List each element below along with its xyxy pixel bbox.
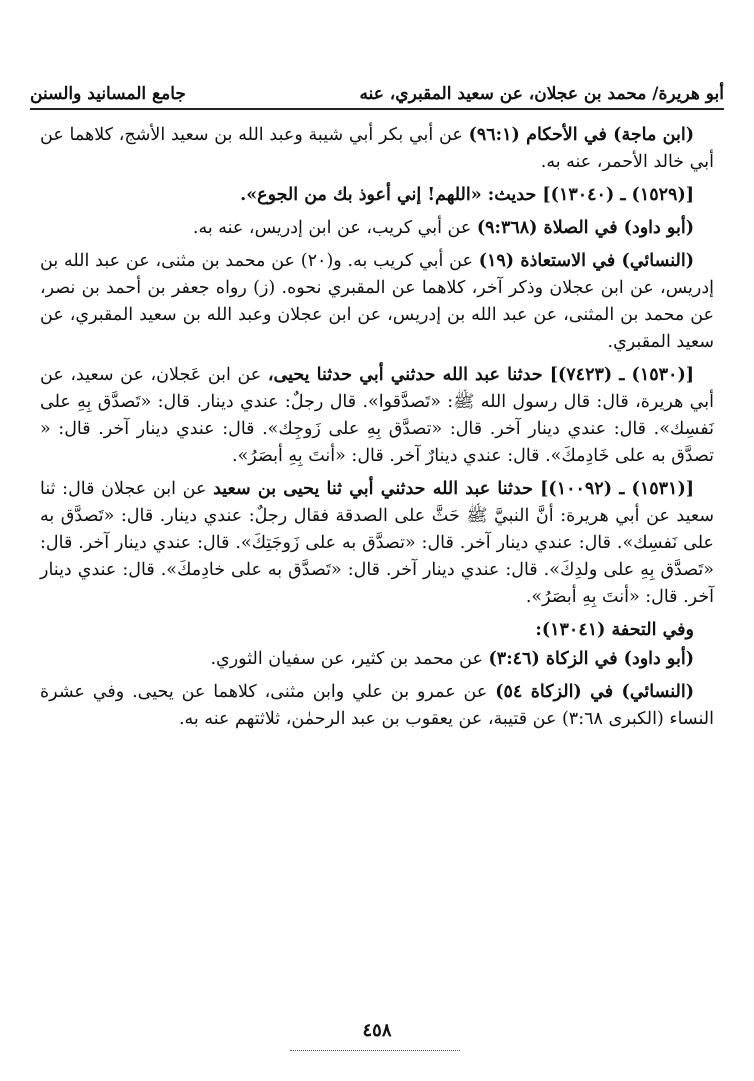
source-citation: (أبو داود) في الصلاة (٩:٣٦٨) <box>476 218 694 238</box>
hadith-text: عن ابن عجلان قال: ثنا سعيد عن أبي هريرة: أنَّ النبيَّ ﷺ حَثَّ على الصدقة فقال رجلٌ: عندي دينار. قال: «تَصدَّق به على نَفسِك». قال: عندي دينار آخر. قال: «تصدَّق به على زَوجَتِكَ». قال: عندي دينار آخر. قال: «تَصدَّق بِهِ على ولدِكَ». قال: عندي دينار آخر. قال: «تَصدَّق به على خادِمكَ». قال: عندي دينار آخر. قال: «أنتَ بِهِ أبصَرُ». <box>40 479 714 607</box>
paragraph-tuhfa <box>40 617 714 644</box>
source-citation: (النسائي) في (الزكاة ٥٤) <box>495 682 694 702</box>
paragraph-ibn-majah <box>40 122 714 176</box>
source-citation: (النسائي) في الاستعاذة (١٩) <box>478 251 694 271</box>
paragraph-text: وفي التحفة (١٣٠٤١): <box>535 620 694 640</box>
source-citation: (ابن ماجة) في الأحكام (٩٦:١) <box>468 125 694 145</box>
page-number: ٤٥٨ <box>362 1020 392 1041</box>
hadith-1531 <box>40 476 714 611</box>
header-rule <box>30 108 724 110</box>
hadith-number: [(١٥٣٠) ـ (٧٤٢٣)] حدثنا عبد الله حدثني أبي حدثنا يحيى، <box>267 365 695 385</box>
hadith-number: [(١٥٢٩) ـ (١٣٠٤٠)] حديث: <box>487 185 694 205</box>
header-chapter-title: أبو هريرة/ محمد بن عجلان، عن سعيد المقبري، عنه <box>359 83 724 104</box>
paragraph-nasai-zakat <box>40 679 714 733</box>
header-book-title: جامع المسانيد والسنن <box>30 83 186 104</box>
paragraph-abu-dawud-zakat <box>40 646 714 673</box>
paragraph-text: عن أبي كريب به. و(٢٠) عن محمد بن مثنى، عن عبد الله بن إدريس، عن ابن عجلان وذكر آخر، كلاهما عن المقبري نحوه. (ز) رواه جعفر بن أحمد بن نصر، عن محمد بن المثنى، عن عبد الله بن إدريس، عن ابن عجلان وعبد الله بن سعيد المقبري، عن سعيد المقبري. <box>40 251 714 352</box>
running-header <box>30 70 724 104</box>
paragraph-text: عن محمد بن كثير، عن سفيان الثوري. <box>210 649 489 669</box>
hadith-text: «اللهم! إني أعوذ بك من الجوع». <box>240 185 488 205</box>
hadith-1530 <box>40 362 714 470</box>
paragraph-nasai <box>40 248 714 356</box>
source-citation: (أبو داود) في الزكاة (٣:٤٦) <box>488 649 694 669</box>
hadith-1529 <box>40 182 714 209</box>
hadith-number: [(١٥٣١) ـ (١٠٠٩٢)] حدثنا عبد الله حدثني أبي ثنا يحيى بن سعيد <box>213 479 694 499</box>
hadith-text: عن ابن عَجلان، عن سعيد، عن أبي هريرة، قال: قال رسول الله ﷺ: «تَصدَّقوا». قال رجلٌ: عندي دينار. قال: «تَصدَّق بِهِ على نَفسِك». قال: عندي دينار آخر. قال: «تصدَّق بِهِ على زَوجِك». قال: عندي دينار آخر. قال: « تصدَّق به على خَادِمكَ». قال: عندي دينارٌ آخر. قال: «أنتَ بِهِ أبصَرُ». <box>40 365 714 466</box>
paragraph-text: عن عمرو بن علي وابن مثنى، كلاهما عن يحيى. وفي عشرة النساء (الكبرى ٣:٦٨) عن قتيبة، عن يعقوب بن عبد الرحمٰن، ثلاثتهم عنه به. <box>40 682 714 729</box>
page-number-rule <box>290 1050 460 1051</box>
page-body <box>40 122 714 739</box>
paragraph-text: عن أبي كريب، عن ابن إدريس، عنه به. <box>192 218 477 238</box>
paragraph-abu-dawud <box>40 215 714 242</box>
paragraph-text: عن أبي بكر أبي شيبة وعبد الله بن سعيد الأشج، كلاهما عن أبي خالد الأحمر، عنه به. <box>40 125 714 172</box>
